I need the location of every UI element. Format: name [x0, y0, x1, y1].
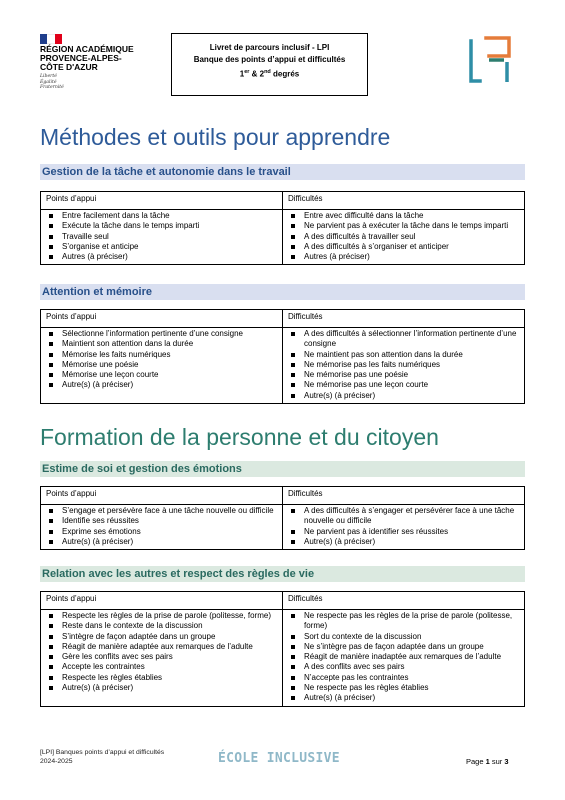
- domain-title-methods: Méthodes et outils pour apprendre: [40, 124, 391, 150]
- list-item: Autre(s) (à préciser): [288, 537, 521, 547]
- list-item: S’engage et persévère face à une tâche nouvelle ou difficile: [46, 506, 279, 516]
- section-title-attention-memory: Attention et mémoire: [40, 284, 525, 300]
- list-item: Respecte les règles établies: [46, 673, 279, 683]
- region-name: RÉGION ACADÉMIQUE PROVENCE-ALPES- CÔTE D'AZUR: [40, 44, 134, 72]
- list-item: Autre(s) (à préciser): [288, 391, 521, 401]
- column-header-difficulties: Difficultés: [283, 592, 525, 610]
- difficulties-list: [288, 329, 521, 401]
- table-attention-memory: [40, 309, 525, 404]
- list-item: Réagit de manière inadaptée aux remarques de l’adulte: [288, 652, 521, 662]
- column-header-strengths: Points d’appui: [41, 487, 283, 505]
- list-item: Ne s’intègre pas de façon adaptée dans un groupe: [288, 642, 521, 652]
- list-item: Sélectionne l’information pertinente d’une consigne: [46, 329, 279, 339]
- french-flag-icon: [40, 34, 62, 44]
- list-item: Respecte les règles de la prise de parole (politesse, forme): [46, 611, 279, 621]
- list-item: A des difficultés à sélectionner l’information pertinente d’une consigne: [288, 329, 521, 350]
- list-item: Ne maintient pas son attention dans la durée: [288, 350, 521, 360]
- table-task-management: [40, 191, 525, 265]
- column-header-strengths: Points d’appui: [41, 592, 283, 610]
- column-header-strengths: Points d’appui: [41, 310, 283, 328]
- list-item: Ne mémorise pas les faits numériques: [288, 360, 521, 370]
- column-header-difficulties: Difficultés: [283, 192, 525, 210]
- difficulties-list: [288, 211, 521, 262]
- column-header-strengths: Points d’appui: [41, 192, 283, 210]
- list-item: Accepte les contraintes: [46, 662, 279, 672]
- strengths-list: [46, 211, 279, 262]
- section-title-relations-rules: Relation avec les autres et respect des règles de vie: [40, 566, 525, 582]
- difficulties-list: [288, 611, 521, 704]
- list-item: Entre avec difficulté dans la tâche: [288, 211, 521, 221]
- list-item: N’accepte pas les contraintes: [288, 673, 521, 683]
- table-self-esteem: [40, 486, 525, 550]
- list-item: Ne respecte pas les règles de la prise de parole (politesse, forme): [288, 611, 521, 632]
- table-relations-rules: [40, 591, 525, 707]
- document-level: 1er & 2nd degrés: [239, 69, 300, 79]
- difficulties-list: [288, 506, 521, 547]
- list-item: Autres (à préciser): [288, 252, 521, 262]
- list-item: Autre(s) (à préciser): [46, 537, 279, 547]
- list-item: Entre facilement dans la tâche: [46, 211, 279, 221]
- list-item: Mémorise une leçon courte: [46, 370, 279, 380]
- list-item: Ne respecte pas les règles établies: [288, 683, 521, 693]
- list-item: Gère les conflits avec ses pairs: [46, 652, 279, 662]
- list-item: Mémorise les faits numériques: [46, 350, 279, 360]
- list-item: Mémorise une poésie: [46, 360, 279, 370]
- list-item: A des difficultés à s’engager et persévérer face à une tâche nouvelle ou difficile: [288, 506, 521, 527]
- list-item: A des conflits avec ses pairs: [288, 662, 521, 672]
- lpi-logo-icon: [468, 34, 518, 86]
- column-header-difficulties: Difficultés: [283, 310, 525, 328]
- list-item: Autre(s) (à préciser): [46, 380, 279, 390]
- domain-title-citizen: Formation de la personne et du citoyen: [40, 424, 439, 450]
- list-item: A des difficultés à s’organiser et anticiper: [288, 242, 521, 252]
- list-item: S’organise et anticipe: [46, 242, 279, 252]
- document-title-box: [171, 33, 368, 96]
- section-title-self-esteem: Estime de soi et gestion des émotions: [40, 461, 525, 477]
- list-item: Autre(s) (à préciser): [288, 693, 521, 703]
- list-item: Ne parvient pas à exécuter la tâche dans le temps imparti: [288, 221, 521, 231]
- list-item: Maintient son attention dans la durée: [46, 339, 279, 349]
- strengths-list: [46, 506, 279, 547]
- page-number: Page 1 sur 3: [466, 757, 509, 766]
- list-item: Reste dans le contexte de la discussion: [46, 621, 279, 631]
- list-item: Autre(s) (à préciser): [46, 683, 279, 693]
- list-item: A des difficultés à travailler seul: [288, 232, 521, 242]
- list-item: Exécute la tâche dans le temps imparti: [46, 221, 279, 231]
- column-header-difficulties: Difficultés: [283, 487, 525, 505]
- document-subtitle: Banque des points d’appui et difficultés: [193, 55, 346, 64]
- list-item: Autres (à préciser): [46, 252, 279, 262]
- list-item: Sort du contexte de la discussion: [288, 632, 521, 642]
- strengths-list: [46, 329, 279, 391]
- list-item: Ne parvient pas à identifier ses réussites: [288, 527, 521, 537]
- list-item: Ne mémorise pas une poésie: [288, 370, 521, 380]
- list-item: Ne mémorise pas une leçon courte: [288, 380, 521, 390]
- list-item: S’intègre de façon adaptée dans un groupe: [46, 632, 279, 642]
- section-title-task-management: Gestion de la tâche et autonomie dans le travail: [40, 164, 525, 180]
- list-item: Identifie ses réussites: [46, 516, 279, 526]
- strengths-list: [46, 611, 279, 693]
- list-item: Travaille seul: [46, 232, 279, 242]
- list-item: Exprime ses émotions: [46, 527, 279, 537]
- list-item: Réagit de manière adaptée aux remarques de l’adulte: [46, 642, 279, 652]
- republic-motto: Liberté Égalité Fraternité: [40, 74, 64, 91]
- document-title: Livret de parcours inclusif - LPI: [209, 43, 330, 52]
- footer-document-info: [LPI] Banques points d’appui et difficultés 2024-2025: [40, 749, 165, 765]
- ecole-inclusive-logo: ÉCOLE INCLUSIVE: [218, 751, 340, 766]
